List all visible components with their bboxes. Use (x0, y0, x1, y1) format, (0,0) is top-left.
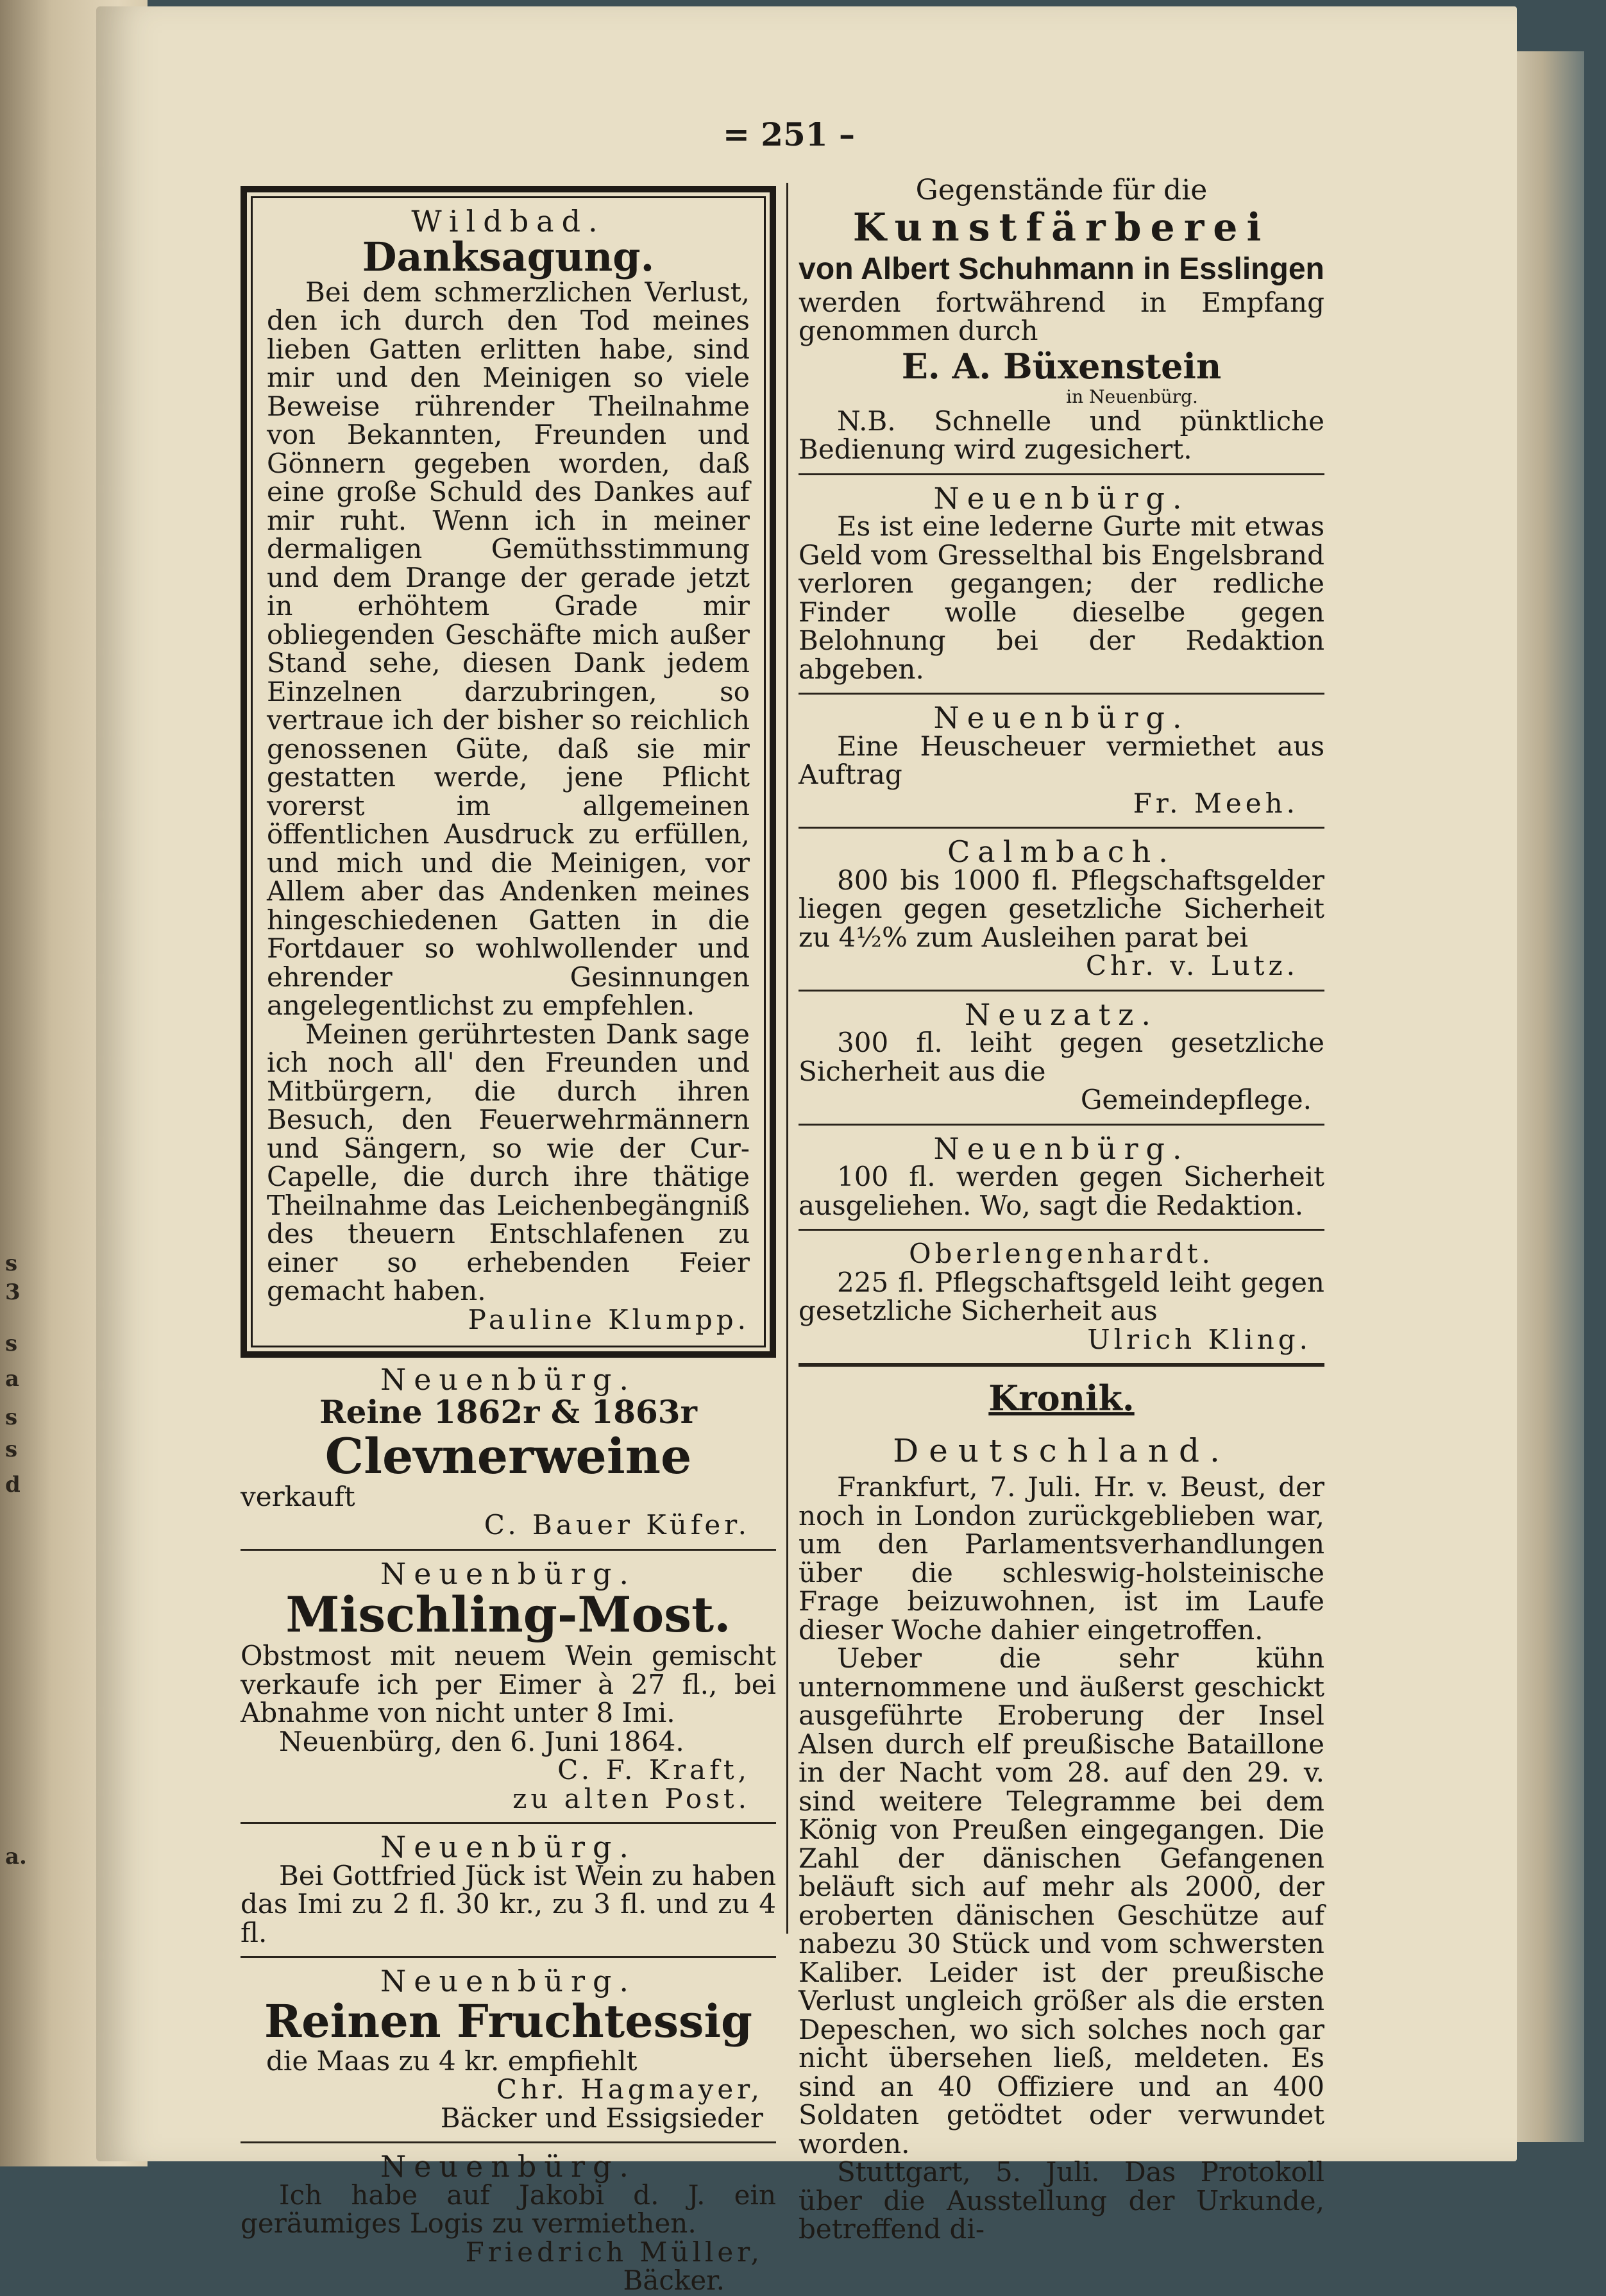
ad-wein (241, 1830, 776, 1948)
place-heading: Neuenbürg. (380, 1964, 637, 1998)
ad-body: die Maas zu 4 kr. empfiehlt (266, 2045, 638, 2077)
separator (799, 827, 1324, 829)
ad-clevnerweine (241, 1362, 776, 1541)
ad-title: Clevnerweine (325, 1427, 692, 1485)
page-number: = 251 – (722, 115, 856, 153)
signature: Pauline Klumpp. (468, 1303, 750, 1335)
separator (799, 1124, 1324, 1126)
ad-subtitle: von Albert Schuhmann in Esslingen (799, 251, 1324, 286)
ad-body: 100 fl. werden gegen Sicherheit ausgeliehen. Wo, sagt die Redaktion. (799, 1161, 1324, 1221)
ad-oberlengenhardt (799, 1240, 1324, 1354)
separator (799, 473, 1324, 475)
edge-fragment: d (5, 1472, 21, 1498)
article-paragraph: Stuttgart, 5. Juli. Das Protokoll über die Ausstellung der Urkunde, betreffend di- (799, 2156, 1324, 2245)
separator-double (799, 1363, 1324, 1367)
place-heading: Neuenbürg. (933, 700, 1190, 735)
ad-body: verkauft (241, 1480, 355, 1512)
ad-neuzatz (799, 997, 1324, 1115)
danksagung-box (241, 186, 776, 1358)
ad-mischling-most (241, 1556, 776, 1814)
ad-subtitle: Reine 1862r & 1863r (319, 1392, 697, 1431)
right-column (799, 176, 1324, 2244)
signature: Fr. Meeh. (1133, 787, 1299, 819)
ad-body: 300 fl. leiht gegen gesetzliche Sicherheit aus die (799, 1027, 1324, 1087)
place-heading: Neuzatz. (964, 997, 1159, 1032)
ad-calmbach (799, 834, 1324, 981)
ad-body: Obstmost mit neuem Wein gemischt verkaufe ich per Eimer à 27 fl., bei Abnahme von nicht unter 8 Imi. (241, 1640, 776, 1728)
edge-fragment: a (5, 1366, 20, 1392)
ad-body: Es ist eine lederne Gurte mit etwas Geld vom Gresselthal bis Engelsbrand verloren gegangen; der redliche Finder wolle dieselbe gegen Belohnung bei der Redaktion abgeben. (799, 511, 1324, 685)
ad-body: Ich habe auf Jakobi d. J. ein geräumiges Logis zu vermiethen. (241, 2179, 776, 2239)
place-heading: Calmbach. (947, 834, 1176, 869)
ad-fruchtessig (241, 1964, 776, 2134)
signature: Gemeindepflege. (1080, 1084, 1312, 1115)
place-heading: Wildbad. (411, 204, 605, 239)
signature: Chr. v. Lutz. (1085, 950, 1299, 981)
separator (241, 1549, 776, 1551)
place-heading: Neuenbürg. (380, 1830, 637, 1864)
ad-intro: Gegenstände für die (915, 174, 1208, 207)
ad-logis (241, 2149, 776, 2296)
signature: zu alten Post. (512, 1782, 750, 1814)
ad-kunstfaerberei (799, 176, 1324, 464)
place-heading: Neuenbürg. (380, 2149, 637, 2184)
signature: C. Bauer Küfer. (484, 1509, 750, 1541)
ad-title: Mischling-Most. (285, 1586, 731, 1643)
separator (799, 1229, 1324, 1231)
danksagung-inner (251, 196, 766, 1347)
ad-heuscheuer (799, 700, 1324, 819)
separator (241, 1956, 776, 1958)
edge-fragment: s (5, 1405, 18, 1430)
ad-body: 225 fl. Pflegschaftsgeld leiht gegen gesetzliche Sicherheit aus (799, 1266, 1324, 1326)
ad-gurte (799, 480, 1324, 685)
notice-title: Danksagung. (362, 233, 655, 280)
place-heading: Oberlengenhardt. (909, 1238, 1214, 1269)
ad-name: E. A. Büxenstein (901, 345, 1222, 387)
article-paragraph: Frankfurt, 7. Juli. Hr. v. Beust, der noch in London zurückgeblieben war, um den Parlamentsverhandlungen über die schleswig-holsteinische Frage beizuwohnen, ist im Laufe dieser Woche dahier eingetroffen. (799, 1471, 1324, 1646)
edge-fragment: 3 (5, 1279, 21, 1305)
ad-ausleihe (799, 1131, 1324, 1221)
place-heading: Neuenbürg. (933, 1131, 1190, 1166)
country-heading: Deutschland. (893, 1432, 1230, 1469)
place-heading: Neuenbürg. (933, 480, 1190, 516)
ad-body: 800 bis 1000 fl. Pflegschaftsgelder liegen gegen gesetzliche Sicherheit zu 4½% zum Ausleihen parat bei (799, 864, 1324, 953)
signature: Bäcker. (623, 2265, 725, 2296)
ad-title: Kunstfärberei (852, 205, 1271, 250)
notice-body: Bei dem schmerzlichen Verlust, den ich durch den Tod meines lieben Gatten erlitten habe, sind mir und den Meinigen so viele Beweise rührender Theilnahme von Bekannten, Freunden und Gönnern gegeben worden, daß eine große Schuld des Dankes auf mir ruht. Wenn ich in meiner dermaligen Gemüthsstimmung und dem Drange der gerade jetzt in erhöhtem Grade mir obliegenden Geschäfte mich außer Stand sehe, diesen Dank jedem Einzelnen darzubringen, so vertraue ich der bisher so reichlich genossenen Güte, daß sie mir gestatten werde, jene Pflicht vorerst im allgemeinen öffentlichen Ausdruck zu erfüllen, und mich und die Meinigen, vor Allem aber das Andenken meines hingeschiedenen Gatten in die Fortdauer so wohlwollender und ehrender Gesinnungen angelegentlichst zu empfehlen. (267, 276, 750, 1021)
edge-fragment: s (5, 1331, 18, 1356)
ad-body: Eine Heuscheuer vermiethet aus Auftrag (799, 730, 1324, 790)
signature: C. F. Kraft, (557, 1754, 750, 1785)
article-paragraph: Ueber die sehr kühn unternommene und äußerst geschickt ausgeführte Eroberung der Insel Alsen durch elf preußische Bataillone in der Nacht vom 28. auf den 29. v. sind weitere Telegramme bei dem König von Preußen eingegangen. Die Zahl der dänischen Gefangenen beläuft sich auf mehr als 2000, der eroberten dänischen Geschütze auf nabezu 30 Stück und vom schwersten Kaliber. Leider ist der preußische Verlust ungleich größer als die ersten Depeschen, wo sich solches noch gar nicht übersehen ließ, meldeten. Es sind an 40 Offiziere und an 400 Soldaten getödtet oder verwundet worden. (799, 1642, 1324, 2159)
signature: Ulrich Kling. (1087, 1323, 1312, 1355)
ad-title: Reinen Fruchtessig (264, 1994, 752, 2048)
edge-fragment: s (5, 1437, 18, 1462)
ad-body: Bei Gottfried Jück ist Wein zu haben das Imi zu 2 fl. 30 kr., zu 3 fl. und zu 4 fl. (241, 1859, 776, 1948)
place-heading: Neuenbürg. (380, 1362, 637, 1397)
kronik-section (799, 1376, 1324, 2244)
column-divider (786, 183, 788, 1934)
ad-body: werden fortwährend in Empfang genommen durch (799, 286, 1324, 346)
edge-fragment: s (5, 1251, 18, 1276)
separator (799, 693, 1324, 695)
separator (241, 1822, 776, 1824)
ad-location: in Neuenbürg. (1066, 385, 1198, 407)
edge-fragment: a. (5, 1844, 27, 1870)
signature: Bäcker und Essigsieder (440, 2102, 763, 2134)
separator (799, 990, 1324, 992)
signature: Friedrich Müller, (465, 2236, 763, 2268)
section-title: Kronik. (988, 1378, 1135, 1419)
place-heading: Neuenbürg. (380, 1556, 637, 1591)
left-column (241, 186, 776, 2295)
signature: Chr. Hagmayer, (496, 2073, 763, 2105)
notice-body: Meinen gerührtesten Dank sage ich noch all' den Freunden und Mitbürgern, die durch ihren Besuch, den Feuerwehrmännern und Sängern, so wie der Cur-Capelle, die durch ihre thätige Theilnahme das Leichenbegängniß des theuern Entschlafenen zu einer so erhebenden Feier gemacht haben. (267, 1018, 750, 1306)
ad-date: Neuenbürg, den 6. Juni 1864. (279, 1725, 684, 1757)
ad-note: N.B. Schnelle und pünktliche Bedienung wird zugesichert. (799, 405, 1324, 465)
separator (241, 2141, 776, 2143)
